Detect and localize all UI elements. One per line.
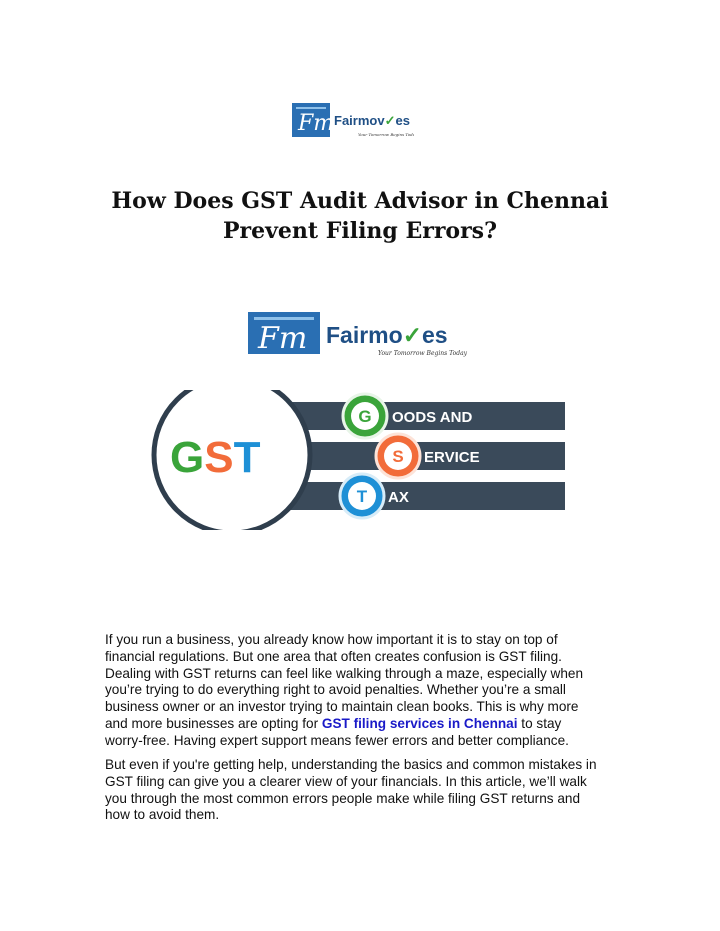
gst-row-goods: OODS AND — [392, 409, 473, 426]
logo-wordmark: Fairmo✓es — [326, 322, 448, 348]
title-line-1: How Does GST Audit Advisor in Chennai — [111, 188, 609, 214]
text-line: GST filing can give you a clearer view of your financials. In this article, we’ll walk — [105, 773, 587, 789]
gst-row-service: ERVICE — [424, 449, 480, 466]
svg-text:G: G — [358, 407, 372, 426]
svg-text:S: S — [392, 447, 404, 466]
text-fragment: to stay — [517, 715, 562, 731]
gst-letter-t — [340, 474, 384, 518]
gst-letter-g — [343, 394, 387, 438]
gst-row-tax: AX — [388, 489, 409, 506]
text-fragment: and more businesses are opting for — [105, 715, 322, 731]
text-line: business owner or an investor trying to maintain clean books. This is why more — [105, 699, 579, 715]
header-logo — [292, 100, 414, 140]
hero-logo — [248, 310, 478, 358]
gst-graphic — [140, 390, 580, 530]
svg-text:Fm: Fm — [298, 111, 335, 136]
text-line: worry-free. Having expert support means fewer errors and better compliance. — [105, 732, 569, 748]
text-line: you’re trying to do everything right to avoid penalties. Whether you’re a small — [105, 682, 566, 698]
logo-wordmark: Fairmov✓es — [334, 113, 410, 128]
page-title — [60, 186, 660, 246]
text-line: how to avoid them. — [105, 807, 220, 823]
text-line: financial regulations. But one area that often creates confusion is GST filing. — [105, 648, 562, 664]
title-line-2: Prevent Filing Errors? — [223, 218, 497, 244]
text-line: Dealing with GST returns can feel like walking through a maze, especially when — [105, 665, 584, 681]
second-paragraph — [105, 757, 620, 824]
svg-text:Fm: Fm — [258, 321, 308, 356]
svg-text:T: T — [356, 487, 368, 506]
text-line: you through the most common errors people make while filing GST returns and — [105, 790, 581, 806]
text-line-with-link — [105, 716, 620, 733]
gst-letter-s — [376, 434, 420, 478]
logo-tagline: Your Tomorrow Begins Today — [358, 132, 414, 137]
gst-acronym: GST — [170, 433, 261, 482]
text-line: If you run a business, you already know how important it is to stay on top of — [105, 632, 558, 647]
intro-paragraph — [105, 632, 620, 750]
gst-filing-services-link[interactable]: GST filing services in Chennai — [321, 715, 518, 731]
text-line: But even if you're getting help, understanding the basics and common mistakes in — [105, 757, 597, 772]
logo-tagline: Your Tomorrow Begins Today — [378, 350, 468, 357]
